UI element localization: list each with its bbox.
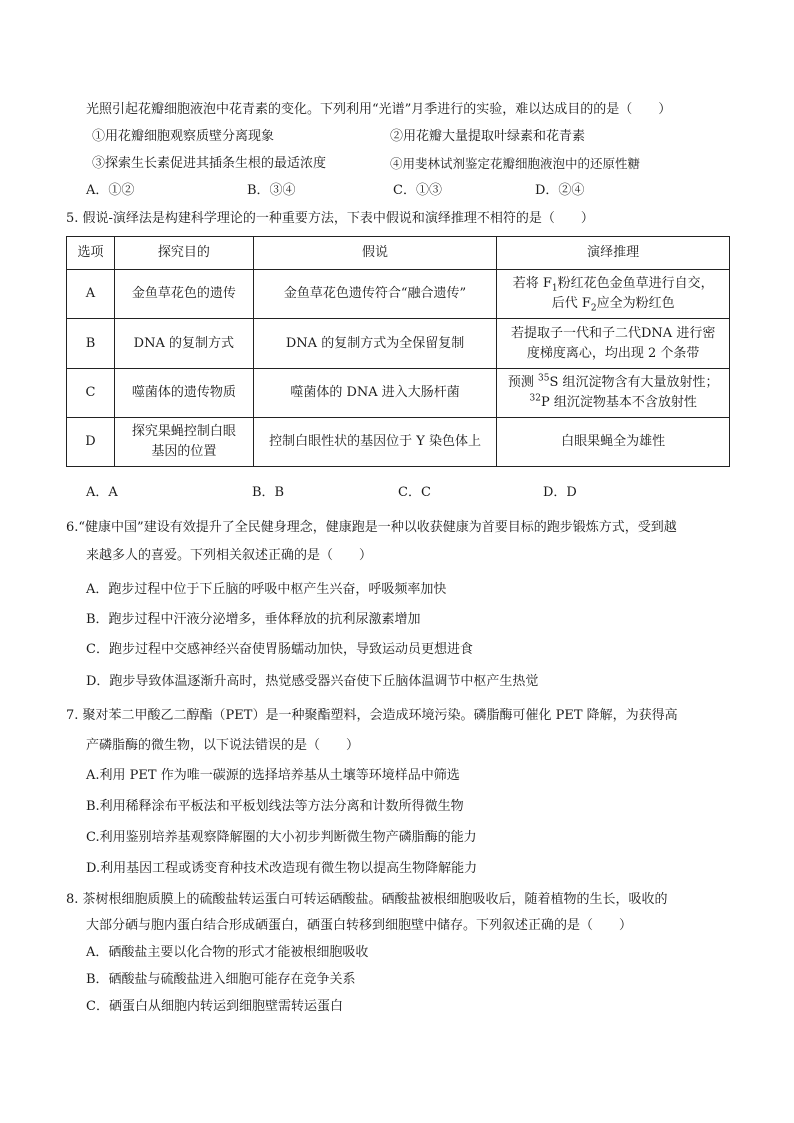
q5-option-d: D．D xyxy=(543,485,577,500)
cell-hypothesis: 噬菌体的 DNA 进入大肠杆菌 xyxy=(253,369,497,418)
cell-purpose: 噬菌体的遗传物质 xyxy=(114,369,253,418)
cell-hypothesis: 控制白眼性状的基因位于 Y 染色体上 xyxy=(253,418,497,467)
cell-deduction: 若提取子一代和子二代DNA 进行密 度梯度离心，均出现 2 个条带 xyxy=(497,319,730,369)
q4-item-4: ④用斐林试剂鉴定花瓣细胞液泡中的还原性糖 xyxy=(390,156,641,171)
cell-purpose: 探究果蝇控制白眼 基因的位置 xyxy=(114,418,253,467)
header-hypothesis: 假说 xyxy=(253,237,497,270)
cell-hypothesis: DNA 的复制方式为全保留复制 xyxy=(253,319,497,369)
cell-option: B xyxy=(67,319,115,369)
q4-stem: 光照引起花瓣细胞液泡中花青素的变化。下列利用“光谱”月季进行的实验，难以达成目的的是（ ） xyxy=(86,102,672,117)
q6-stem-line2: 来越多人的喜爱。下列相关叙述正确的是（ ） xyxy=(86,548,373,563)
q5-option-b: B．B xyxy=(252,485,285,500)
q7-stem-line1: 7. 聚对苯二甲酸乙二醇酯（PET）是一种聚酯塑料，会造成环境污染。磷脂酶可催化 PET 降解，为获得高 xyxy=(66,708,678,723)
q6-option-c: C．跑步过程中交感神经兴奋使胃肠蠕动加快，导致运动员更想进食 xyxy=(86,642,473,657)
table-row xyxy=(67,319,730,369)
cell-hypothesis: 金鱼草花色遗传符合“融合遗传” xyxy=(253,270,497,319)
cell-deduction: 若将 $F_1$粉红花色金鱼草进行自交， 后代 $F_2$应全为粉红色 xyxy=(497,270,730,319)
q6-stem-line1: 6.“健康中国”建设有效提升了全民健身理念，健康跑是一种以收获健康为首要目标的跑步锻炼方式，受到越 xyxy=(66,520,677,535)
q8-option-b: B．硒酸盐与硫酸盐进入细胞可能存在竞争关系 xyxy=(86,972,356,987)
q4-item-1: ①用花瓣细胞观察质壁分离现象 xyxy=(92,129,275,144)
q7-option-c: C.利用鉴别培养基观察降解圈的大小初步判断微生物产磷脂酶的能力 xyxy=(86,830,477,845)
header-option: 选项 xyxy=(67,237,115,270)
q8-stem-line1: 8. 茶树根细胞质膜上的硫酸盐转运蛋白可转运硒酸盐。硒酸盐被根细胞吸收后，随着植物的生长，吸收的 xyxy=(66,892,668,907)
cell-purpose: DNA 的复制方式 xyxy=(114,319,253,369)
table-header-row xyxy=(67,237,730,270)
q4-option-c: C．①③ xyxy=(393,183,442,198)
q6-option-b: B．跑步过程中汗液分泌增多，垂体释放的抗利尿激素增加 xyxy=(86,612,421,627)
table-row xyxy=(67,418,730,467)
q8-stem-line2: 大部分硒与胞内蛋白结合形成硒蛋白，硒蛋白转移到细胞壁中储存。下列叙述正确的是（ ） xyxy=(86,918,633,933)
q5-table xyxy=(66,236,730,467)
cell-purpose: 金鱼草花色的遗传 xyxy=(114,270,253,319)
cell-option: D xyxy=(67,418,115,467)
q5-option-c: C．C xyxy=(398,485,431,500)
q4-item-3: ③探索生长素促进其插条生根的最适浓度 xyxy=(92,156,327,171)
header-deduction: 演绎推理 xyxy=(497,237,730,270)
q4-option-d: D．②④ xyxy=(535,183,585,198)
q7-stem-line2: 产磷脂酶的微生物，以下说法错误的是（ ） xyxy=(86,738,360,753)
q4-item-2: ②用花瓣大量提取叶绿素和花青素 xyxy=(390,129,586,144)
cell-option: A xyxy=(67,270,115,319)
q8-option-a: A．硒酸盐主要以化合物的形式才能被根细胞吸收 xyxy=(86,945,369,960)
q5-option-a: A．A xyxy=(86,485,118,500)
header-purpose: 探究目的 xyxy=(114,237,253,270)
q5-stem: 5. 假说-演绎法是构建科学理论的一种重要方法，下表中假说和演绎推理不相符的是（ ） xyxy=(66,211,594,226)
cell-option: C xyxy=(67,369,115,418)
q6-option-a: A．跑步过程中位于下丘脑的呼吸中枢产生兴奋，呼吸频率加快 xyxy=(86,582,447,597)
table-row xyxy=(67,369,730,418)
q8-option-c: C．硒蛋白从细胞内转运到细胞壁需转运蛋白 xyxy=(86,999,343,1014)
cell-deduction: 白眼果蝇全为雄性 xyxy=(497,418,730,467)
q7-option-a: A.利用 PET 作为唯一碳源的选择培养基从土壤等环境样品中筛选 xyxy=(86,768,460,783)
q4-option-b: B．③④ xyxy=(247,183,296,198)
q4-option-a: A．①② xyxy=(86,183,135,198)
cell-deduction: 预测 $^{35}$S 组沉淀物含有大量放射性； $^{32}$P 组沉淀物基本不含放射性 xyxy=(497,369,730,418)
table-row xyxy=(67,270,730,319)
q7-option-b: B.利用稀释涂布平板法和平板划线法等方法分离和计数所得微生物 xyxy=(86,799,464,814)
q7-option-d: D.利用基因工程或诱变育种技术改造现有微生物以提高生物降解能力 xyxy=(86,861,478,876)
q6-option-d: D．跑步导致体温逐渐升高时，热觉感受器兴奋使下丘脑体温调节中枢产生热觉 xyxy=(86,674,539,689)
